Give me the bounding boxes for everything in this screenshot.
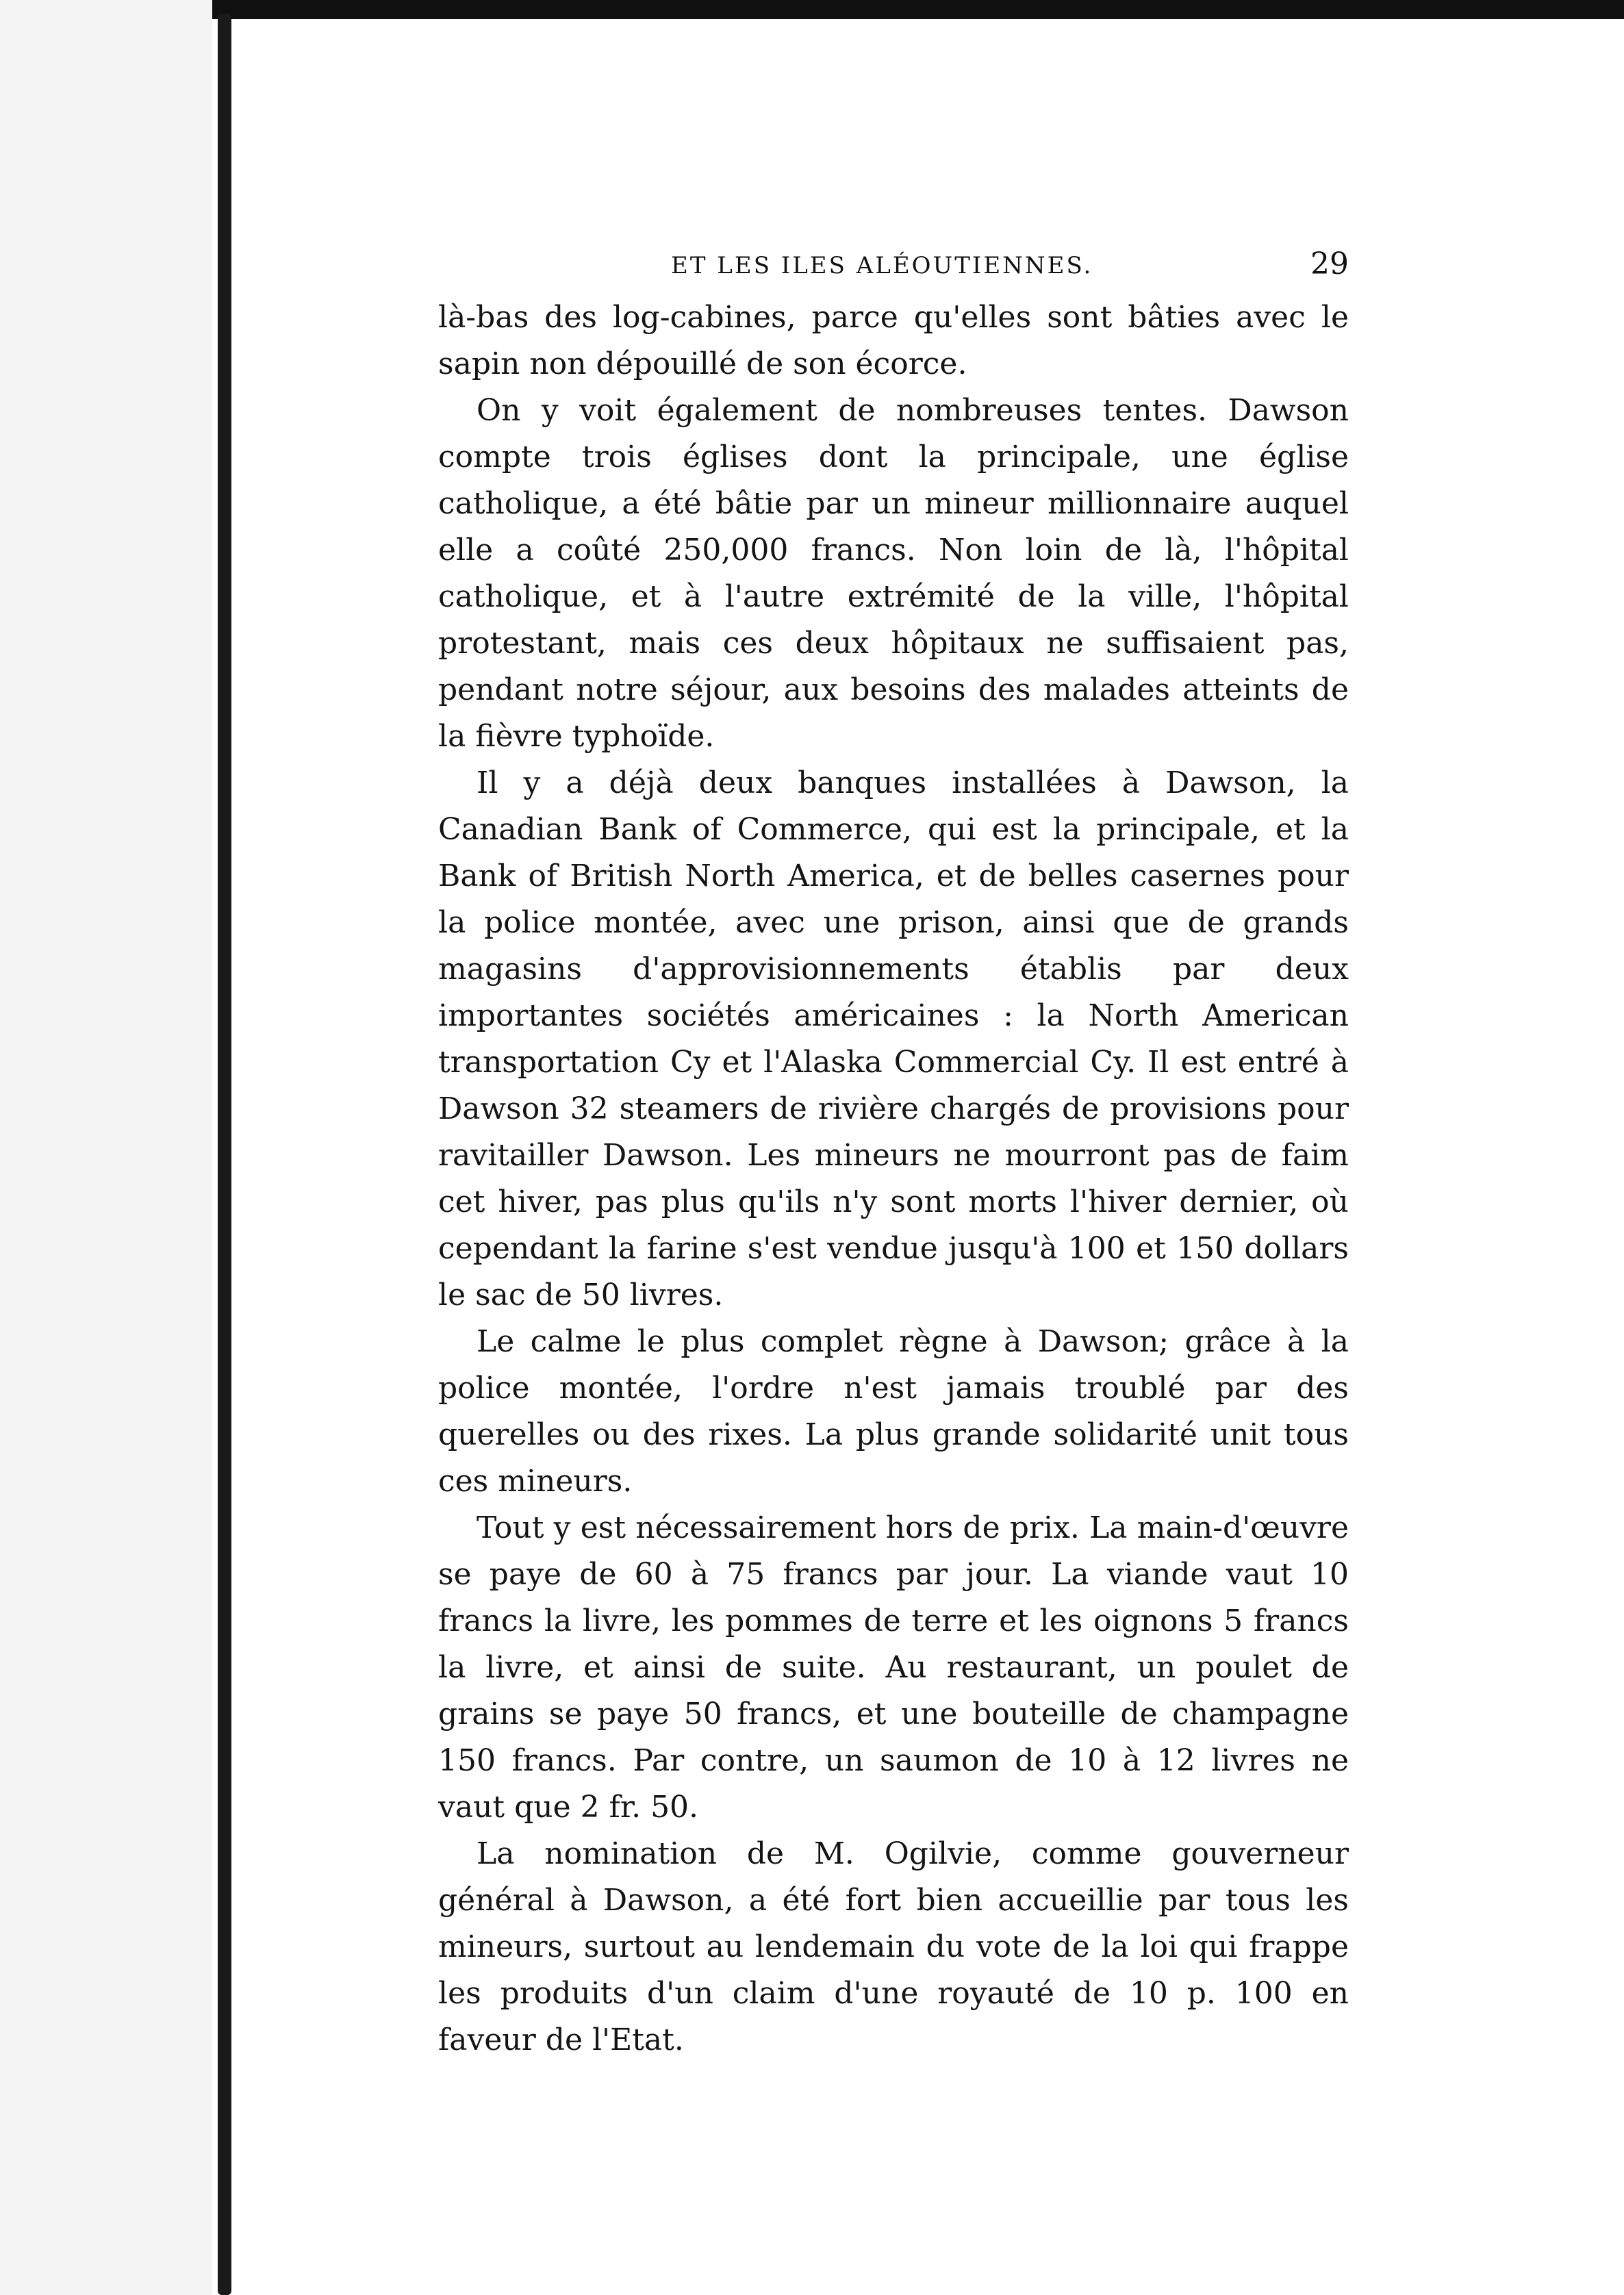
paragraph: là-bas des log-cabines, parce qu'elles sont bâties avec le sapin non dépouillé de son écorce. <box>438 300 1349 381</box>
paragraph: Tout y est nécessairement hors de prix. La main-d'œuvre se paye de 60 à 75 francs par jour. La viande vaut 10 francs la livre, les pommes de terre et les oignons 5 francs la livre, et ainsi de suite. Au restaurant, un poulet de grains se paye 50 francs, et une bouteille de champagne 150 francs. Par contre, un saumon de 10 à 12 livres ne vaut que 2 fr. 50. <box>438 1510 1349 1825</box>
page-header <box>438 246 1349 288</box>
book-spine-edge <box>218 14 231 2295</box>
facing-page-margin <box>0 0 212 2295</box>
page-number: 29 <box>1310 246 1349 281</box>
running-head: ET LES ILES ALÉOUTIENNES. <box>671 252 1093 279</box>
paragraph: Il y a déjà deux banques installées à Dawson, la Canadian Bank of Commerce, qui est la principale, et la Bank of British North America, et de belles casernes pour la police montée, avec une prison, ainsi que de grands magasins d'approvisionnements établis par deux importantes sociétés américaines : la North American transportation Cy et l'Alaska Commercial Cy. Il est entré à Dawson 32 steamers de rivière chargés de provisions pour ravitailler Dawson. Les mineurs ne mourront pas de faim cet hiver, pas plus qu'ils n'y sont morts l'hiver dernier, où cependant la farine s'est vendue jusqu'à 100 et 150 dollars le sac de 50 livres. <box>438 765 1349 1313</box>
scan-top-border <box>0 0 1624 19</box>
paragraph: La nomination de M. Ogilvie, comme gouverneur général à Dawson, a été fort bien accueillie par tous les mineurs, surtout au lendemain du vote de la loi qui frappe les produits d'un claim d'une royauté de 10 p. 100 en faveur de l'Etat. <box>438 1836 1349 2057</box>
paragraph: On y voit également de nombreuses tentes. Dawson compte trois églises dont la principale, une église catholique, a été bâtie par un mineur millionnaire auquel elle a coûté 250,000 francs. Non loin de là, l'hôpital catholique, et à l'autre extrémité de la ville, l'hôpital protestant, mais ces deux hôpitaux ne suffisaient pas, pendant notre séjour, aux besoins des malades atteints de la fièvre typhoïde. <box>438 393 1349 754</box>
paragraph: Le calme le plus complet règne à Dawson; grâce à la police montée, l'ordre n'est jamais troublé par des querelles ou des rixes. La plus grande solidarité unit tous ces mineurs. <box>438 1324 1349 1499</box>
body-text <box>438 294 1349 2064</box>
